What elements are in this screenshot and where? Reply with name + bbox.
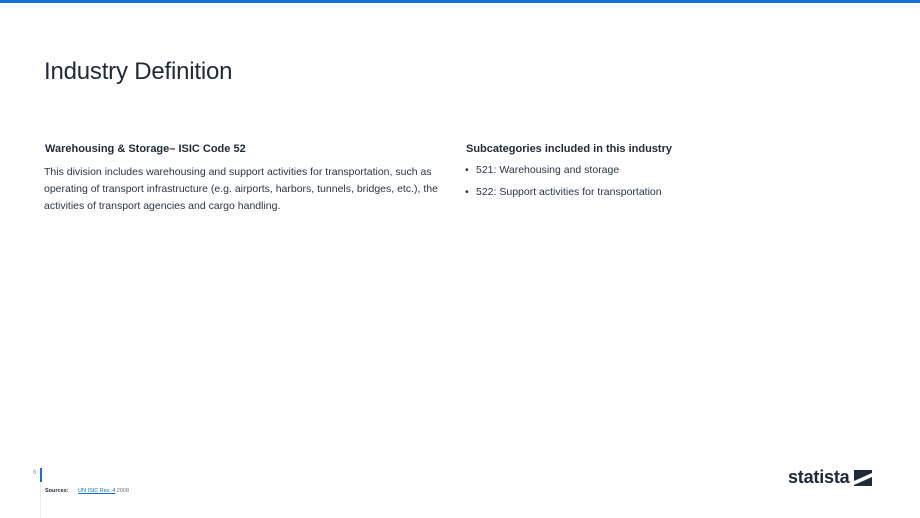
sources-label: Sources: [45,488,69,494]
logo-wordmark: statista [788,467,850,487]
subcategories-list [465,164,865,198]
page-number: 6 [33,470,37,476]
top-accent-bar [0,0,920,3]
list-item-label: 521: Warehousing and storage [476,164,620,176]
sources-link[interactable]: UN ISIC Rev. 4 [78,488,116,494]
statista-logo [788,467,872,488]
footer-accent-line [40,468,42,482]
list-item [465,186,865,198]
subcategories-section [465,143,865,208]
page-title: Industry Definition [44,58,233,85]
list-item-label: 522: Support activities for transportation [476,186,662,198]
definition-heading: Warehousing & Storage– ISIC Code 52 [45,143,246,155]
bullet-icon: • [465,186,469,198]
sources-line [45,488,129,494]
definition-section [44,143,444,215]
sources-year: 2008 [115,488,130,494]
list-item [465,164,865,176]
footer-divider [40,482,41,518]
definition-text: This division includes warehousing and support activities for transportation, such as operating of transport infrastructure (e.g. airports, harbors, tunnels, bridges, etc.), the activities of transport agencies and cargo handling. [44,166,438,212]
statista-mark-icon [854,470,872,486]
subcategories-heading: Subcategories included in this industry [466,143,672,155]
bullet-icon: • [465,164,469,176]
